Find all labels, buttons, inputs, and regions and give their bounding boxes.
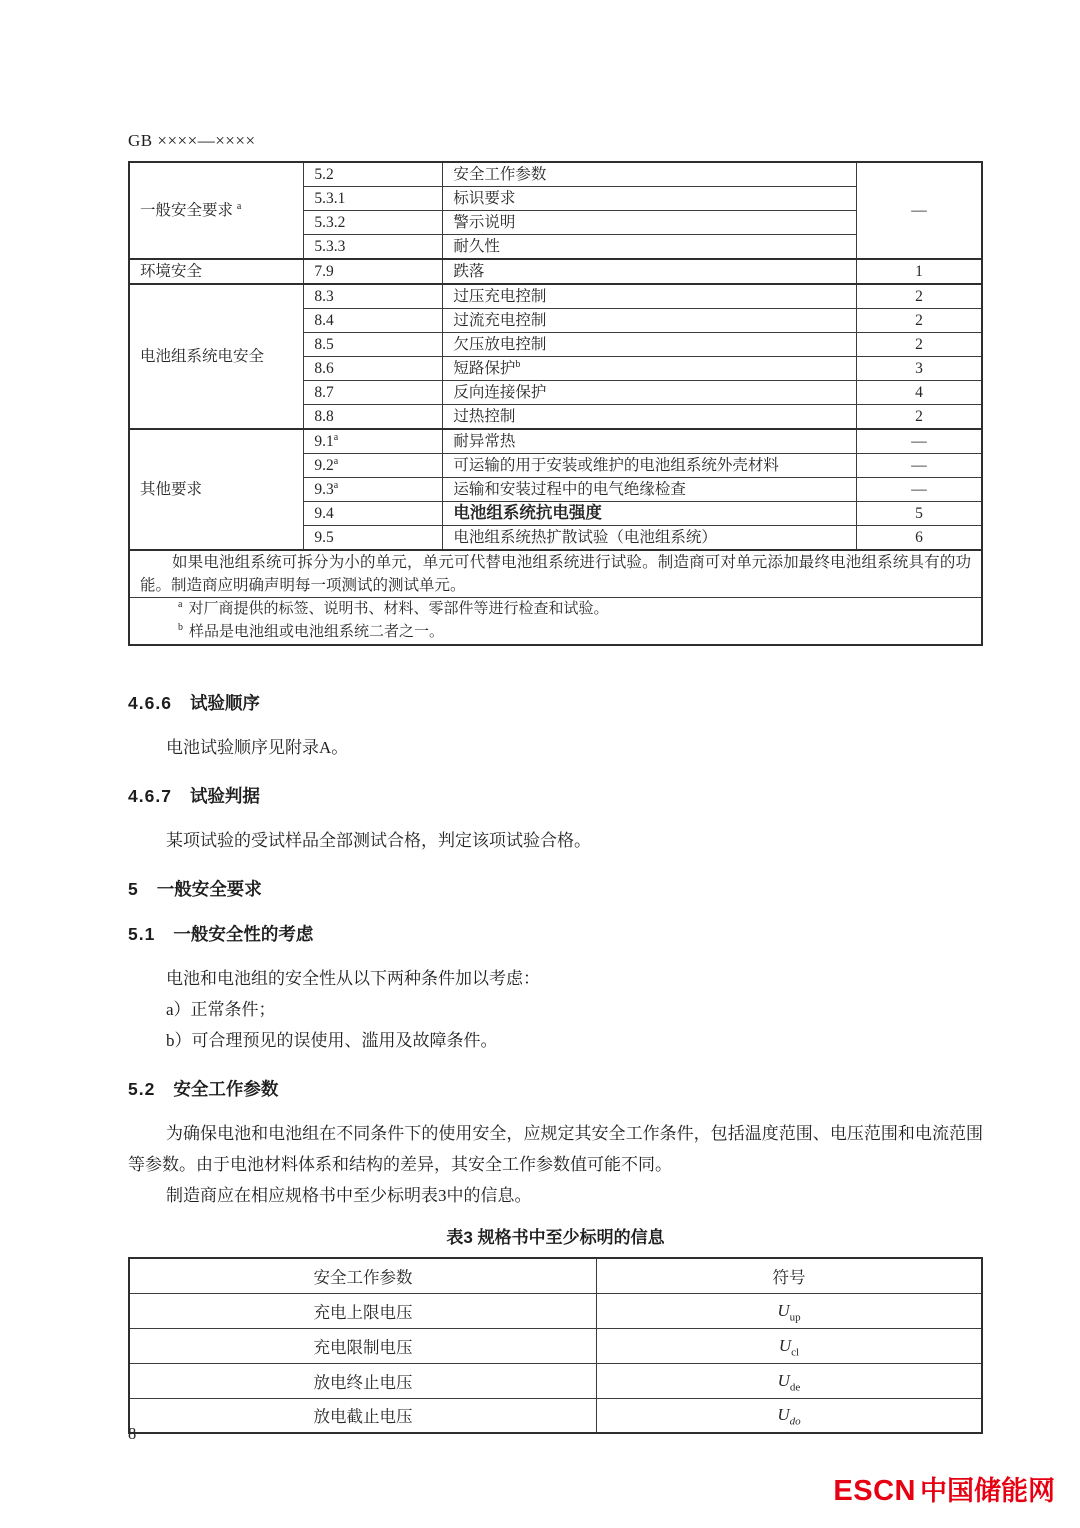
standard-number-header: GB ××××—×××× [128,131,256,150]
safety-requirements-table [128,161,983,646]
page-number: 8 [128,1424,137,1443]
item-cell: 运输和安装过程中的电气绝缘检查 [443,478,857,502]
table-note-cell [129,550,982,598]
list-item-b: b）可合理预见的误使用、滥用及故障条件。 [166,1031,498,1050]
symbol: $U_{de}$ [777,1370,801,1393]
footnote-b: $^b$ 样品是电池组或电池组系统二者之一。 [178,622,445,640]
list-item-a: a）正常条件； [166,1000,276,1019]
escn-logo-text: ESCN [833,1475,916,1507]
samples-cell: — [857,162,982,259]
samples-cell: — [857,478,982,502]
item-cell: 安全工作参数 [443,162,857,187]
clause-cell: 5.3.1 [304,187,443,211]
section-heading-5-2 [128,1078,983,1101]
footnote-marker: a [236,200,242,212]
clause-cell: 8.5 [304,333,443,357]
table-row [129,1363,982,1398]
clause-cell: 8.6 [304,357,443,381]
table-header-row [129,1258,982,1293]
samples-cell: 4 [857,381,982,405]
clause-cell: 8.4 [304,309,443,333]
table-row [129,259,982,284]
footnote-a: $^a$ 对厂商提供的标签、说明书、材料、零部件等进行检查和试验。 [178,599,609,617]
clause-cell: 9.3$^a$ [304,478,443,502]
item-cell: 过压充电控制 [443,284,857,309]
item-cell: 过热控制 [443,405,857,430]
section-title: 安全工作参数 [173,1079,279,1099]
item-cell: 短路保护$^b$ [443,357,857,381]
symbol-cell [596,1293,982,1328]
table-row [129,162,982,187]
clause-cell: 8.7 [304,381,443,405]
category-cell: 环境安全 [129,259,304,284]
footnote-a-marker: a [178,599,183,610]
section-title: 试验顺序 [189,693,260,713]
table-row [129,1293,982,1328]
item-cell: 电池组系统热扩散试验（电池组系统） [443,526,857,551]
parameter-cell: 放电截止电压 [129,1398,596,1433]
footnote-marker: a [333,431,339,443]
category-cell: 电池组系统电安全 [129,284,304,429]
section-heading-5 [128,878,983,901]
item-cell: 警示说明 [443,211,857,235]
section-heading-4-6-6 [128,692,983,715]
column-header-parameter: 安全工作参数 [129,1258,596,1293]
section-5-2-paragraph-2: 制造商应在相应规格书中至少标明表3中的信息。 [166,1186,532,1205]
clause-cell: 9.2$^a$ [304,454,443,478]
section-heading-5-1 [128,923,983,946]
parameter-cell: 充电上限电压 [129,1293,596,1328]
samples-cell: — [857,454,982,478]
footnote-marker: a [333,455,339,467]
item-cell: 耐异常热 [443,429,857,454]
samples-cell: 6 [857,526,982,551]
clause-cell: 8.3 [304,284,443,309]
footnote-marker: b [515,358,521,370]
section-title: 一般安全性的考虑 [173,924,314,944]
section-4-6-7-body: 某项试验的受试样品全部测试合格，判定该项试验合格。 [166,831,591,850]
section-number: 5.2 [128,1079,156,1099]
item-cell: 欠压放电控制 [443,333,857,357]
samples-cell: 2 [857,405,982,430]
clause-cell: 5.3.3 [304,235,443,260]
footnote-b-marker: b [178,622,183,633]
item-cell: 标识要求 [443,187,857,211]
escn-logo-site-name: 中国储能网 [920,1476,1055,1506]
table-row [129,1328,982,1363]
section-title: 一般安全要求 [156,879,262,899]
samples-cell: 3 [857,357,982,381]
symbol-cell [596,1398,982,1433]
section-title: 试验判据 [189,786,260,806]
symbol-cell [596,1363,982,1398]
section-5-1-body: 电池和电池组的安全性从以下两种条件加以考虑： [166,969,540,988]
parameter-cell: 充电限制电压 [129,1328,596,1363]
clause-cell: 9.4 [304,502,443,526]
section-5-2-paragraph-1: 为确保电池和电池组在不同条件下的使用安全，应规定其安全工作条件，包括温度范围、电压范围和电流范围等参数。由于电池材料体系和结构的差异，其安全工作参数值可能不同。 [128,1124,983,1174]
samples-cell: — [857,429,982,454]
parameter-cell: 放电终止电压 [129,1363,596,1398]
clause-cell: 7.9 [304,259,443,284]
symbol: $U_{cl}$ [778,1335,800,1358]
item-cell: 过流充电控制 [443,309,857,333]
table-row [129,284,982,309]
item-cell: 电池组系统抗电强度 [443,502,857,526]
clause-cell: 9.5 [304,526,443,551]
table-footnote-cell [129,598,982,646]
table3-caption: 表3 规格书中至少标明的信息 [446,1228,665,1247]
section-heading-4-6-7 [128,785,983,808]
samples-cell: 1 [857,259,982,284]
item-cell: 反向连接保护 [443,381,857,405]
symbol: $U_{up}$ [777,1300,801,1323]
samples-cell: 2 [857,309,982,333]
section-number: 4.6.7 [128,786,172,806]
item-cell: 跌落 [443,259,857,284]
samples-cell: 5 [857,502,982,526]
item-cell: 可运输的用于安装或维护的电池组系统外壳材料 [443,454,857,478]
footnote-marker: a [333,479,339,491]
table-note-row [129,550,982,598]
item-cell: 耐久性 [443,235,857,260]
symbol-cell [596,1328,982,1363]
section-4-6-6-body: 电池试验顺序见附录A。 [166,738,349,757]
clause-cell: 8.8 [304,405,443,430]
section-number: 4.6.6 [128,693,172,713]
samples-cell: 2 [857,284,982,309]
table-footnote-row [129,598,982,646]
symbol: $U_{do}$ [777,1405,801,1428]
table-row [129,429,982,454]
spec-parameters-table [128,1257,983,1434]
column-header-symbol: 符号 [596,1258,982,1293]
table-row [129,1398,982,1433]
section-number: 5 [128,879,139,899]
section-number: 5.1 [128,924,156,944]
clause-cell: 5.3.2 [304,211,443,235]
category-cell: 其他要求 [129,429,304,550]
samples-cell: 2 [857,333,982,357]
table-note-text: 如果电池组系统可拆分为小的单元，单元可代替电池组系统进行试验。制造商可对单元添加最终电池组系统具有的功能。制造商应明确声明每一项测试的测试单元。 [140,554,971,594]
clause-cell: 9.1$^a$ [304,429,443,454]
escn-logo [833,1469,1055,1508]
category-cell: 一般安全要求 $^a$ [129,162,304,259]
clause-cell: 5.2 [304,162,443,187]
